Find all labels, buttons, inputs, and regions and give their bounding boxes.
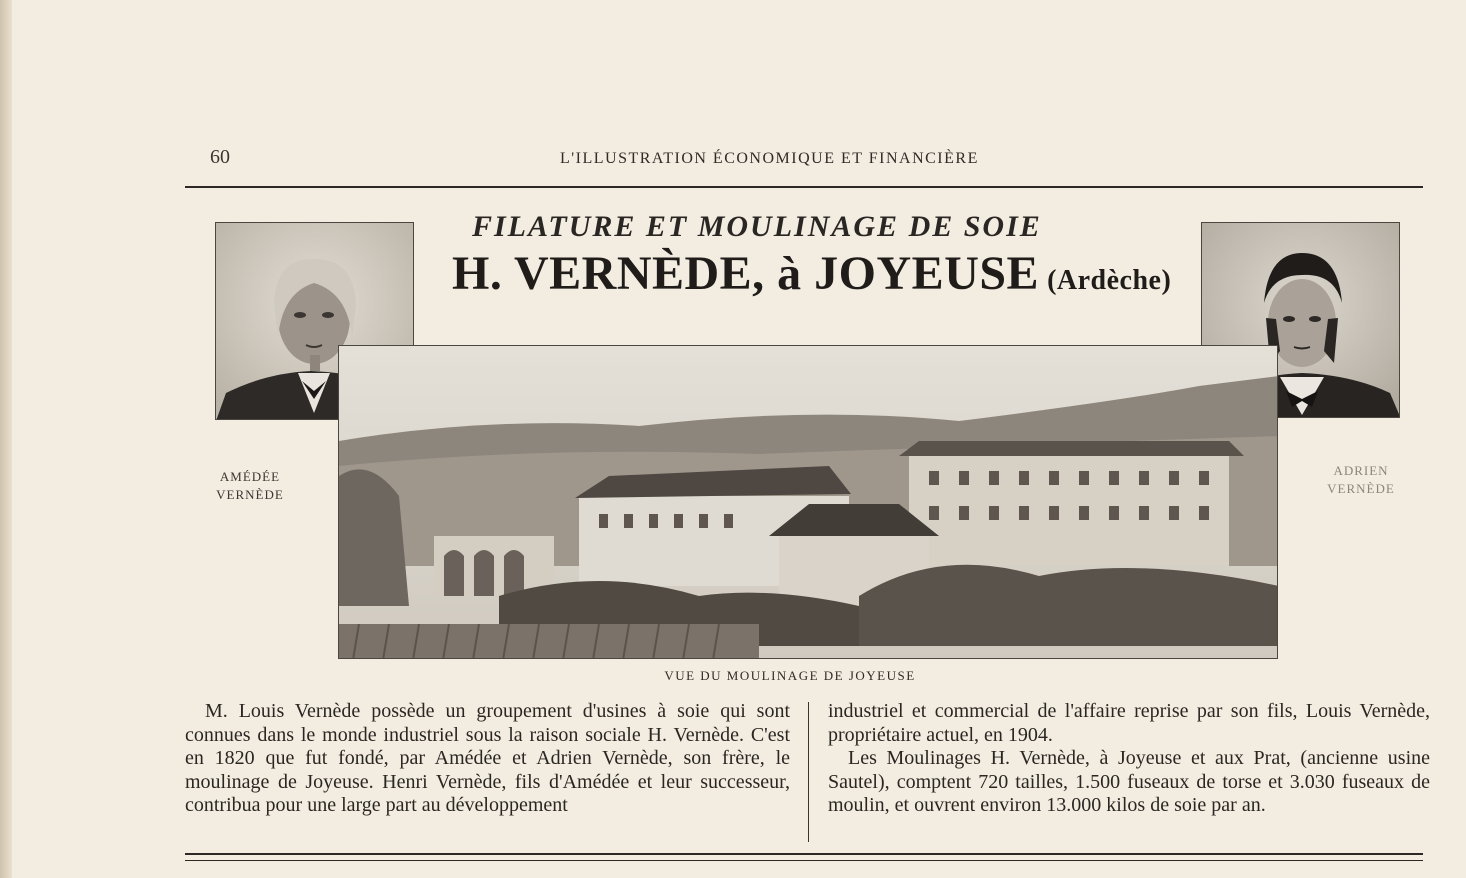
caption-amedee-first-name: AMÉDÉE xyxy=(219,469,281,484)
article-column-left xyxy=(185,700,790,818)
header-rule xyxy=(185,186,1423,188)
caption-factory: VUE DU MOULINAGE DE JOYEUSE xyxy=(664,668,916,683)
paper-edge xyxy=(0,0,12,878)
factory-illustration xyxy=(339,346,1278,659)
footer-rule-thin xyxy=(185,860,1423,861)
headline-main xyxy=(452,246,1171,301)
caption-adrien-first-name: ADRIEN xyxy=(1333,463,1389,478)
article-column-right xyxy=(828,700,1430,818)
article-paragraph-moulinages: Les Moulinages H. Vernède, à Joyeuse et aux Prat, (ancienne usine Sautel), comptent 720 tailles, 1.500 fuseaux de torse et 3.030 fuseaux de moulin, et ouvrent environ 13.000 kilos de soie par an. xyxy=(828,747,1430,817)
caption-adrien-last-name: VERNÈDE xyxy=(1327,481,1395,496)
headline-top: FILATURE ET MOULINAGE DE SOIE xyxy=(472,210,1042,243)
page-number: 60 xyxy=(210,146,230,168)
column-divider xyxy=(808,702,809,842)
caption-amedee xyxy=(205,468,295,504)
caption-amedee-last-name: VERNÈDE xyxy=(216,487,284,502)
article-paragraph-continued: industriel et commercial de l'affaire reprise par son fils, Louis Vernède, propriétaire actuel, en 1904. xyxy=(828,700,1430,746)
caption-adrien xyxy=(1316,462,1406,498)
headline-main-text: H. VERNÈDE, à JOYEUSE xyxy=(452,247,1040,300)
article-paragraph: M. Louis Vernède possède un groupement d'usines à soie qui sont connues dans le monde industriel sous la raison sociale H. Vernède. C'est en 1820 que fut fondé, par Amédée et Adrien Vernède, son frère, le moulinage de Joyeuse. Henri Vernède, fils d'Amédée et leur successeur, contribua pour une large part au développement xyxy=(185,700,790,817)
headline-region: (Ardèche) xyxy=(1047,265,1172,296)
footer-rule xyxy=(185,853,1423,855)
publication-title: L'ILLUSTRATION ÉCONOMIQUE ET FINANCIÈRE xyxy=(560,150,979,167)
factory-photo xyxy=(338,345,1278,659)
